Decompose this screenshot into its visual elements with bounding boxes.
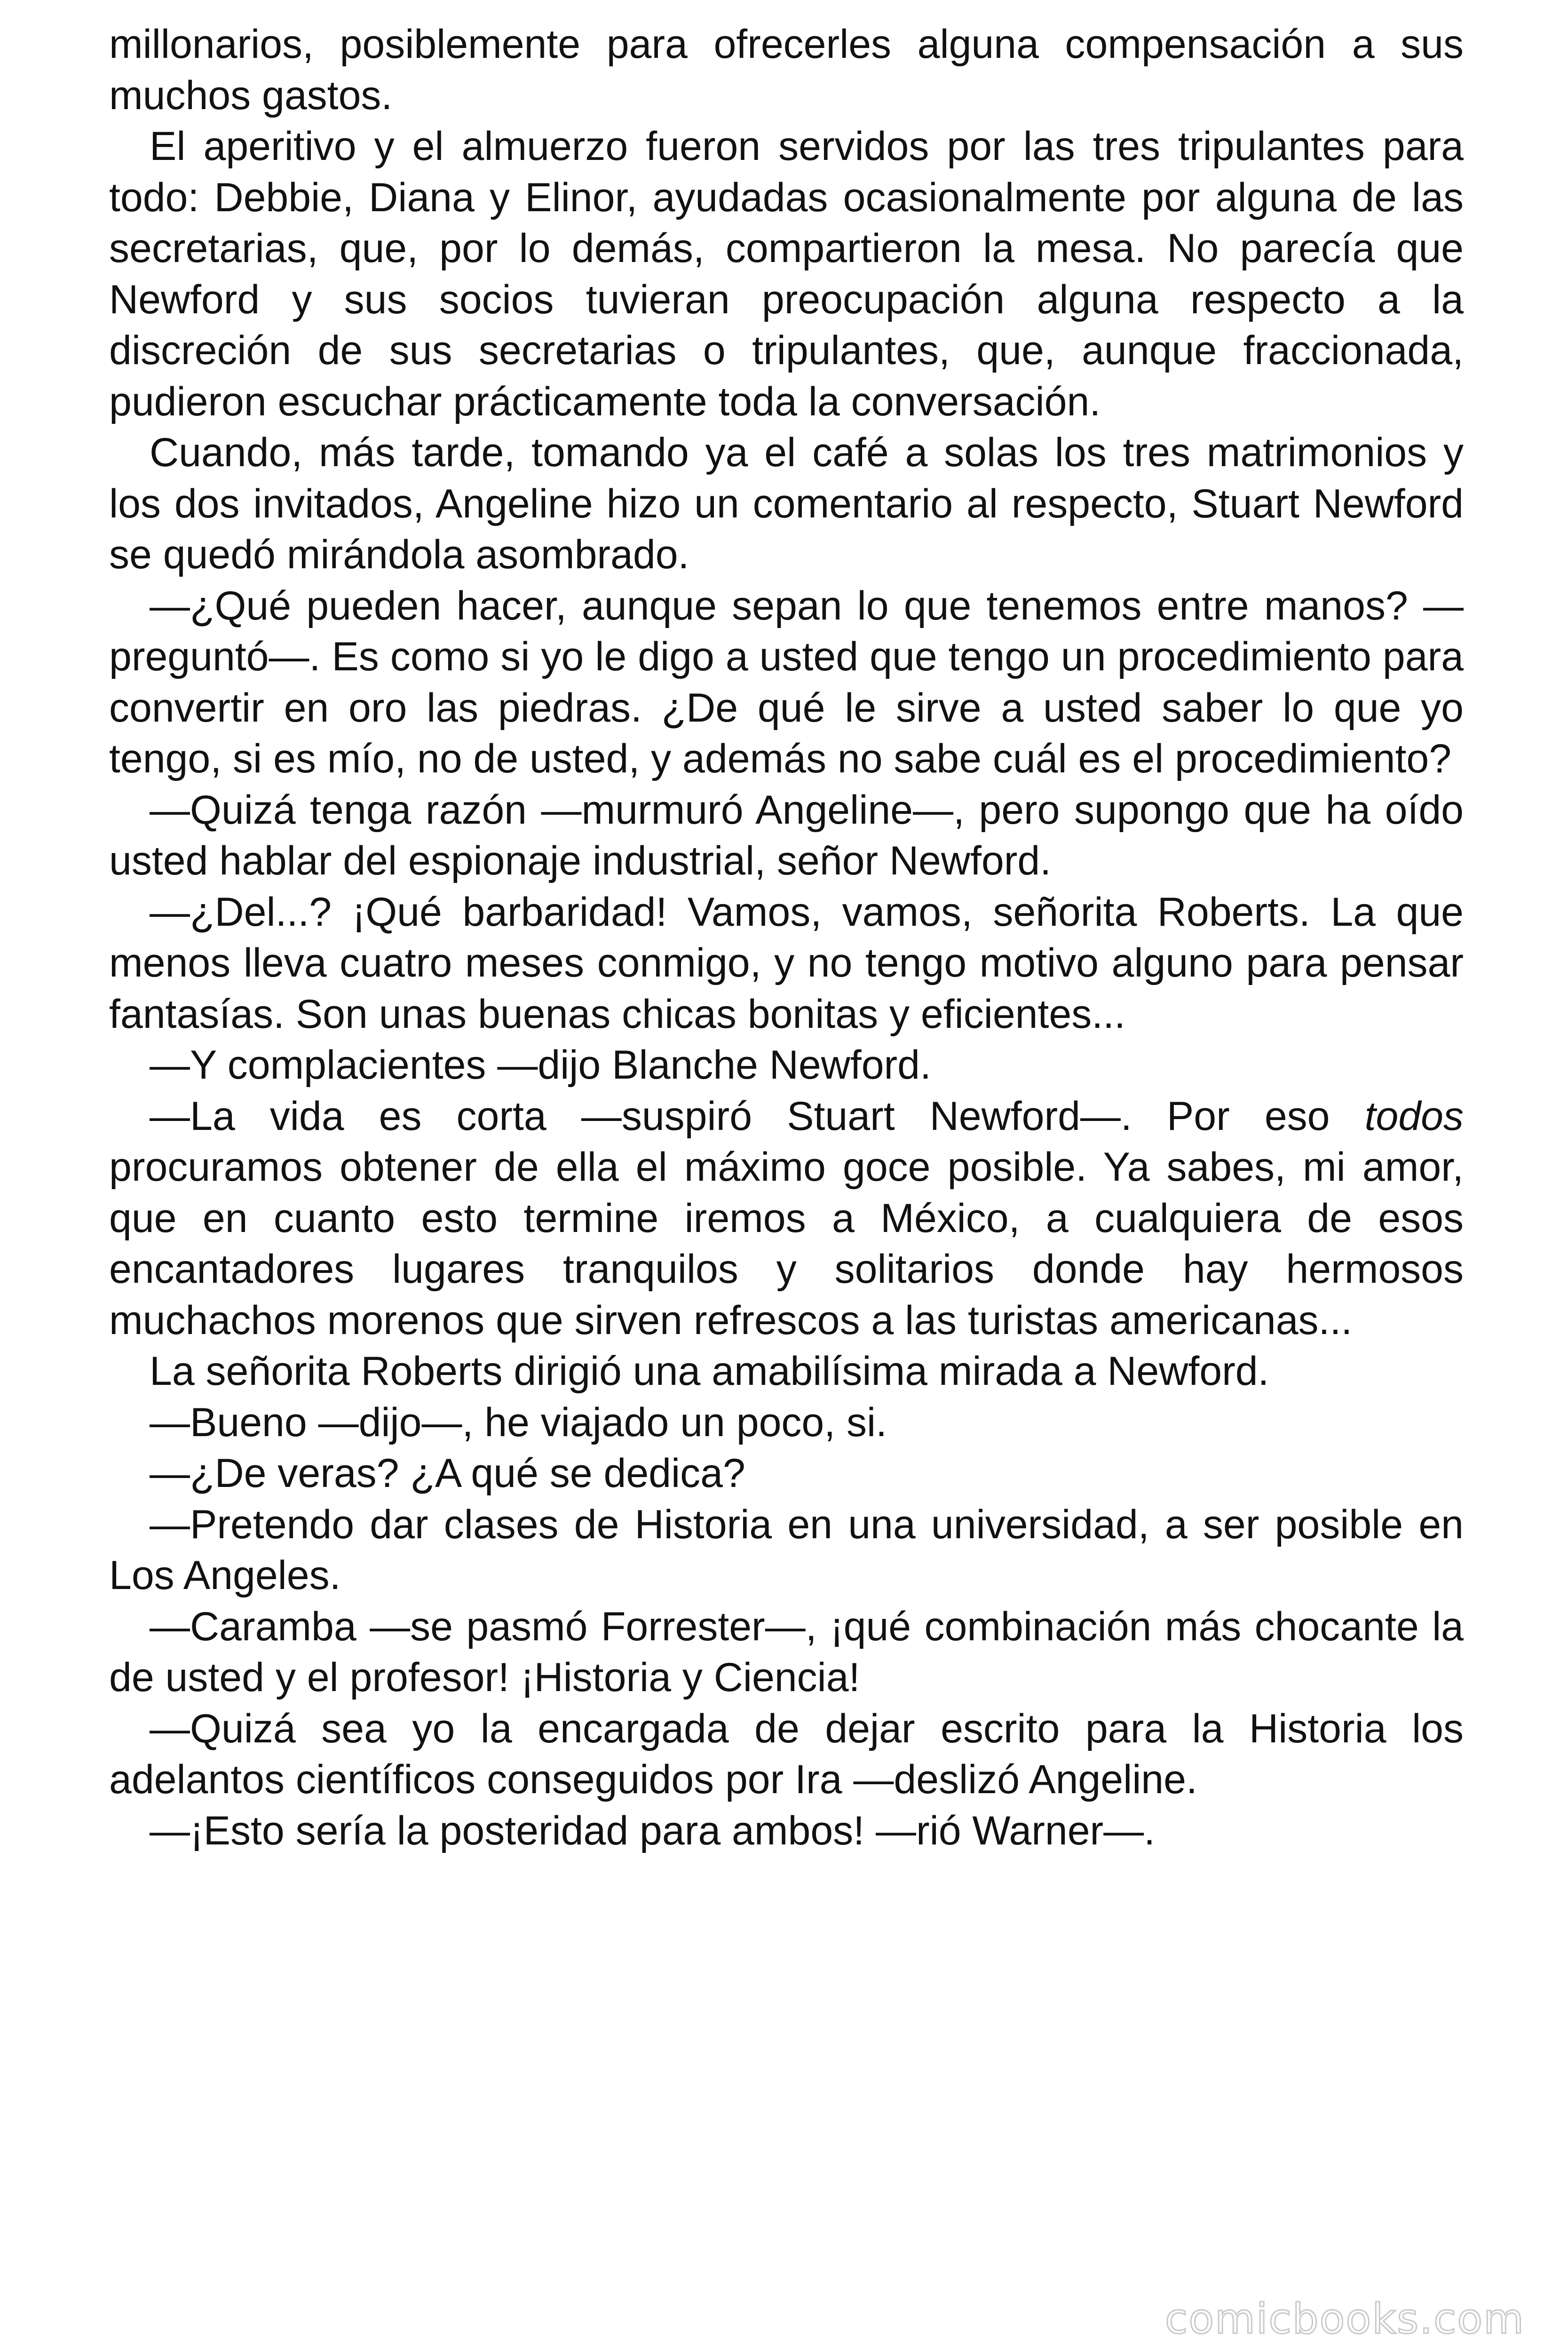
paragraph-13: —Caramba —se pasmó Forrester—, ¡qué combinación más chocante la de usted y el profesor! ¡Historia y Ciencia! bbox=[109, 1604, 1464, 1700]
paragraph-7: —Y complacientes —dijo Blanche Newford. bbox=[150, 1042, 931, 1088]
paragraph-8-before: —La vida es corta —suspiró Stuart Newford—. Por eso bbox=[150, 1093, 1365, 1139]
watermark: comicbooks.com bbox=[1164, 2295, 1525, 2343]
paragraph-5: —Quizá tenga razón —murmuró Angeline—, pero supongo que ha oído usted hablar del espionaje industrial, señor Newford. bbox=[109, 787, 1464, 883]
paragraph-15: —¡Esto sería la posteridad para ambos! —rió Warner—. bbox=[150, 1808, 1156, 1853]
paragraph-3: Cuando, más tarde, tomando ya el café a solas los tres matrimonios y los dos invitados, Angeline hizo un comentario al respecto, Stuart Newford se quedó mirándola asombrado. bbox=[109, 430, 1464, 577]
paragraph-12: —Pretendo dar clases de Historia en una universidad, a ser posible en Los Angeles. bbox=[109, 1502, 1464, 1598]
paragraph-14: —Quizá sea yo la encargada de dejar escrito para la Historia los adelantos científicos conseguidos por Ira —deslizó Angeline. bbox=[109, 1706, 1464, 1802]
paragraph-1: millonarios, posiblemente para ofrecerles alguna compensación a sus muchos gastos. bbox=[109, 22, 1464, 118]
paragraph-2: El aperitivo y el almuerzo fueron servidos por las tres tripulantes para todo: Debbie, Diana y Elinor, ayudadas ocasionalmente por alguna de las secretarias, que, por lo demás, compartieron la mesa. No parecía que Newford y sus socios tuvieran preocupación alguna respecto a la discreción de sus secretarias o tripulantes, que, aunque fraccionada, pudieron escuchar prácticamente toda la conversación. bbox=[109, 124, 1464, 424]
paragraph-8-emphasis: todos bbox=[1364, 1093, 1464, 1139]
paragraph-8-after: procuramos obtener de ella el máximo goce posible. Ya sabes, mi amor, que en cuanto esto termine iremos a México, a cualquiera de esos encantadores lugares tranquilos y solitarios donde hay hermosos muchachos morenos que sirven refrescos a las turistas americanas... bbox=[109, 1144, 1464, 1343]
paragraph-10: —Bueno —dijo—, he viajado un poco, si. bbox=[150, 1399, 887, 1445]
paragraph-6: —¿Del...? ¡Qué barbaridad! Vamos, vamos, señorita Roberts. La que menos lleva cuatro meses conmigo, y no tengo motivo alguno para pensar fantasías. Son unas buenas chicas bonitas y eficientes... bbox=[109, 889, 1464, 1037]
paragraph-11: —¿De veras? ¿A qué se dedica? bbox=[150, 1451, 745, 1496]
paragraph-4: —¿Qué pueden hacer, aunque sepan lo que tenemos entre manos? —preguntó—. Es como si yo le digo a usted que tengo un procedimiento para convertir en oro las piedras. ¿De qué le sirve a usted saber lo que yo tengo, si es mío, no de usted, y además no sabe cuál es el procedimiento? bbox=[109, 583, 1464, 781]
paragraph-8 bbox=[109, 1091, 1464, 1346]
paragraph-9: La señorita Roberts dirigió una amabilísima mirada a Newford. bbox=[150, 1349, 1269, 1394]
page-body bbox=[109, 19, 1464, 1856]
